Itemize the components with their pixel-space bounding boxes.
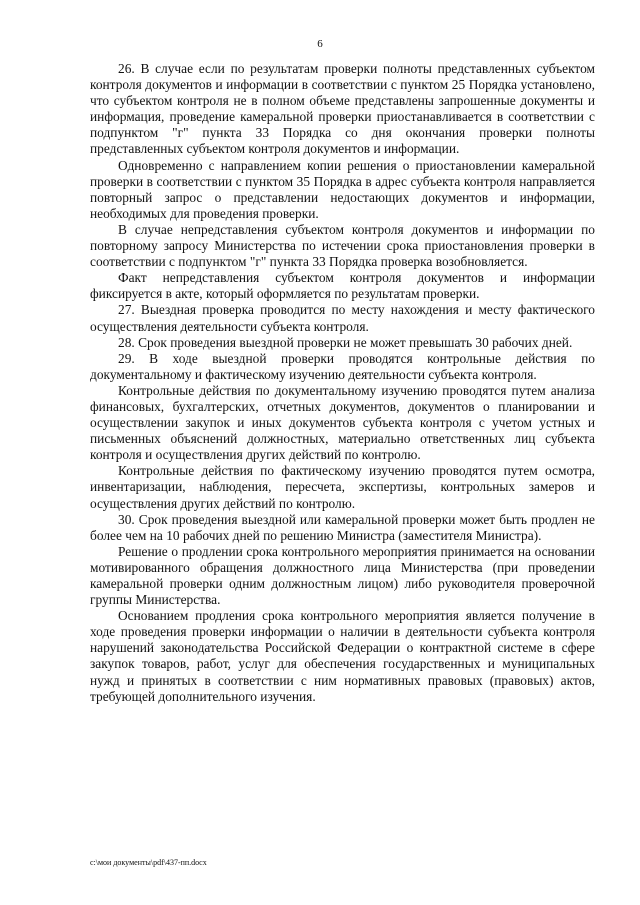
paragraph-actual-study: Контрольные действия по фактическому изучению проводятся путем осмотра, инвентаризации, наблюдения, пересчета, экспертизы, контрольных замеров и осуществления других действий по контролю. (90, 463, 595, 511)
paragraph-29: 29. В ходе выездной проверки проводятся контрольные действия по документальному и фактическому изучению деятельности субъекта контроля. (90, 350, 595, 382)
paragraph-28: 28. Срок проведения выездной проверки не может превышать 30 рабочих дней. (118, 334, 573, 350)
page-number: 6 (317, 38, 323, 50)
footer-file-path: c:\мои документы\pdf\437-пп.docx (90, 858, 207, 867)
document-body (90, 61, 595, 705)
paragraph-26: 26. В случае если по результатам проверки полноты представленных субъектом контроля документов и информации в соответствии с пунктом 25 Порядка установлено, что субъектом контроля не в полном объеме представлены запрошенные документы и информация, проведение камеральной проверки приостанавливается в соответствии с подпунктом "г" пункта 33 Порядка со дня окончания проверки полноты представленных субъектом контроля документов и информации. (90, 61, 595, 157)
paragraph-resume-check: В случае непредставления субъектом контроля документов и информации по повторному запросу Министерства по истечении срока приостановления проверки в соответствии с подпунктом "г" пункта 33 Порядка проверка возобновляется. (90, 221, 595, 270)
paragraph-act-record: Факт непредставления субъектом контроля документов и информации фиксируется в акте, который оформляется по результатам проверки. (90, 270, 595, 302)
paragraph-27: 27. Выездная проверка проводится по месту нахождения и месту фактического осуществления деятельности субъекта контроля. (90, 302, 595, 334)
paragraph-repeat-request: Одновременно с направлением копии решения о приостановлении камеральной проверки в соответствии с пунктом 35 Порядка в адрес субъекта контроля направляется повторный запрос о представлении недостающих документов и информации, необходимых для проведения проверки. (90, 157, 595, 221)
paragraph-documentary-study: Контрольные действия по документальному изучению проводятся путем анализа финансовых, бухгалтерских, отчетных документов, документов о планировании и осуществлении закупок и иных документов субъекта контроля с учетом устных и письменных объяснений должностных, материально ответственных лиц субъекта контроля и осуществления других действий по контролю. (90, 382, 595, 463)
paragraph-extension-grounds: Основанием продления срока контрольного мероприятия является получение в ходе проведения проверки информации о наличии в деятельности субъекта контроля нарушений законодательства Российской Федерации о контрактной системе в сфере закупок товаров, работ, услуг для обеспечения государственных и муниципальных нужд и принятых в соответствии с ним нормативных правовых (правовых) актов, требующей дополнительного изучения. (90, 608, 595, 704)
paragraph-extension-decision: Решение о продлении срока контрольного мероприятия принимается на основании мотивированного обращения должностного лица Министерства (при проведении камеральной проверки одним должностным лицом) либо руководителя проверочной группы Министерства. (90, 543, 595, 608)
paragraph-30: 30. Срок проведения выездной или камеральной проверки может быть продлен не более чем на 10 рабочих дней по решению Министра (заместителя Министра). (90, 511, 595, 543)
